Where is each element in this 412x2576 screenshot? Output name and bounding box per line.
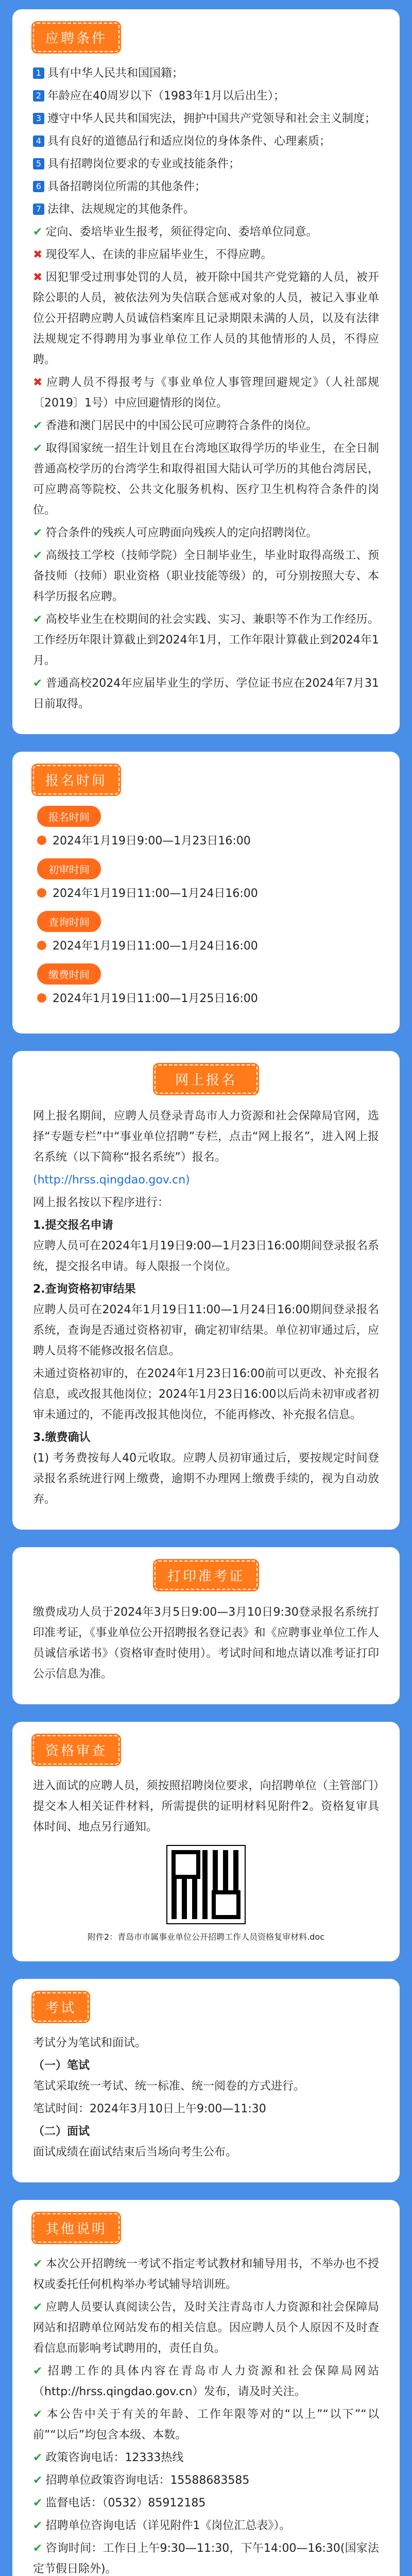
registration-section (12, 1051, 400, 1530)
cross-icon: ✖ (33, 271, 43, 284)
check-icon: ✔ (33, 527, 43, 539)
written-time: 笔试时间：2024年3月10日上午9:00—11:30 (33, 2103, 266, 2115)
dot-icon (37, 993, 46, 1003)
step-text: 应聘人员可在2024年1月19日11:00—1月24日16:00期间登录报名系统，查询是否通过资格初审，确定初审结果。单位初审通过后，应聘人员将不能修改报名信息。 (33, 1303, 379, 1358)
registration-intro: 网上报名期间，应聘人员登录青岛市人力资源和社会保障局官网，选择“专题专栏”中“事业单位招聘”专栏，点击“网上报名”，进入网上报名系统（以下简称“报名系统”）报名。 (33, 1110, 379, 1164)
phone-item (33, 2470, 379, 2491)
step-text: 未通过资格初审的，在2024年1月23日16:00前可以更改、补充报名信息，或改报其他岗位；2024年1月23日16:00以后尚未初审或者初审未通过的，不能再改报其他岗位，不能再修改、补充报名信息。 (33, 1367, 379, 1421)
condition-item (33, 109, 379, 129)
review-text: 进入面试的应聘人员，须按照招聘岗位要求，向招聘单位（主管部门）提交本人相关证件材料，所需提供的证明材料见附件2。资格复审具体时间、地点另行通知。 (33, 1780, 379, 1834)
ok-text: 香港和澳门居民中的中国公民可应聘符合条件的岗位。 (45, 419, 318, 432)
dot-icon (37, 836, 46, 845)
condition-text: 具备招聘岗位所需的其他条件； (47, 180, 207, 193)
condition-item (33, 177, 379, 197)
check-icon: ✔ (33, 2474, 43, 2487)
ok-item (33, 523, 379, 544)
phone-item (33, 2516, 379, 2536)
section-tag-registration: 网上报名 (154, 1064, 258, 1094)
written-text: 笔试采取统一考试、统一标准、统一阅卷的方式进行。 (33, 2080, 305, 2093)
timeline-date-row (37, 937, 379, 953)
phone-text: 招聘单位咨询电话（详见附件1《岗位汇总表》）。 (45, 2519, 291, 2532)
number-badge: 5 (33, 158, 44, 170)
other-text: 招聘工作的具体内容在青岛市人力资源和社会保障局网站（http://hrss.qingdao.gov.cn）发布，请及时关注。 (33, 2365, 379, 2398)
timeline-label: 初审时间 (37, 858, 101, 879)
condition-text: 具有招聘岗位要求的专业或技能条件； (47, 158, 241, 171)
timeline-label: 缴费时间 (37, 963, 101, 985)
condition-text: 具有良好的道德品行和适应岗位的身体条件、心理素质； (47, 135, 331, 148)
written-title: （一）笔试 (33, 2059, 90, 2072)
condition-text: 年龄应在40周岁以下（1983年1月以后出生）； (47, 90, 285, 103)
no-item (33, 267, 379, 370)
condition-item (33, 86, 379, 107)
check-icon: ✔ (33, 2451, 43, 2464)
no-text: 现役军人、在读的非应届毕业生，不得应聘。 (45, 248, 272, 261)
exam-intro: 考试分为笔试和面试。 (33, 2037, 147, 2049)
ok-item (33, 546, 379, 607)
schedule-section (12, 752, 400, 1033)
phone-text: 监督电话：（0532）85912185 (45, 2497, 206, 2510)
check-icon: ✔ (33, 226, 43, 239)
step-title: 1.提交报名申请 (33, 1219, 113, 1232)
section-tag-conditions: 应聘条件 (33, 23, 119, 52)
ok-text: 符合条件的残疾人可应聘面向残疾人的定向招聘岗位。 (45, 527, 318, 539)
section-tag-exam: 考试 (33, 1992, 89, 2022)
condition-item (33, 199, 379, 220)
section-tag-other: 其他说明 (33, 2213, 119, 2243)
qr-code-icon[interactable] (167, 1846, 245, 1923)
ok-text: 定向、委培毕业生报考，须征得定向、委培单位同意。 (45, 226, 318, 239)
ok-item (33, 222, 379, 243)
number-badge: 4 (33, 135, 44, 147)
other-item (33, 2297, 379, 2359)
condition-text: 具有中华人民共和国国籍； (47, 67, 184, 80)
check-icon: ✔ (33, 2258, 43, 2270)
number-badge: 2 (33, 90, 44, 101)
phone-text: 招聘单位政策咨询电话：15588683585 (45, 2474, 250, 2487)
phone-item (33, 2448, 379, 2468)
hours-text: 咨询时间：工作日上午9:30—11:30，下午14:00—16:30(国家法定节假日除外)。 (33, 2542, 379, 2575)
check-icon: ✔ (33, 2408, 43, 2421)
timeline-item (37, 858, 379, 901)
timeline (33, 806, 379, 1006)
step-text: 应聘人员可在2024年1月19日9:00—1月23日16:00期间登录报名系统，提交报名申请。每人限报一个岗位。 (33, 1240, 379, 1273)
condition-item (33, 154, 379, 175)
note-text: 普通高校2024年应届毕业生的学历、学位证书应在2024年7月31日前取得。 (33, 677, 379, 710)
timeline-date-row (37, 990, 379, 1006)
check-icon: ✔ (33, 2542, 43, 2555)
other-text: 本公告中关于有关的年龄、工作年限等对的“以上”“以下”“以前”“以后”均包含本级、本数。 (33, 2408, 379, 2442)
check-icon: ✔ (33, 2519, 43, 2532)
qr-wrap (33, 1846, 379, 1925)
number-badge: 3 (33, 113, 44, 124)
registration-url[interactable]: (http://hrss.qingdao.gov.cn) (33, 1174, 190, 1187)
no-text: 因犯罪受过刑事处罚的人员，被开除中国共产党党籍的人员，被开除公职的人员，被依法列为失信联合惩戒对象的人员，被记入事业单位公开招聘应聘人员诚信档案库且记录期限未满的人员，以及有法律法规规定不得聘用为事业单位工作人员的其他情形的人员，不得应聘。 (33, 271, 379, 366)
timeline-item (37, 963, 379, 1006)
cross-icon: ✖ (33, 248, 43, 261)
dot-icon (37, 888, 46, 897)
other-item (33, 2361, 379, 2402)
phone-text: 政策咨询电话：12333热线 (45, 2451, 184, 2464)
section-tag-review: 资格审查 (33, 1735, 119, 1765)
interview-text: 面试成绩在面试结束后当场向考生公布。 (33, 2146, 237, 2159)
no-item (33, 245, 379, 265)
timeline-label: 报名时间 (37, 806, 101, 827)
cross-icon: ✖ (33, 376, 43, 389)
condition-text: 法律、法规规定的其他条件。 (47, 203, 195, 216)
note-item (33, 609, 379, 671)
timeline-date: 2024年1月19日11:00—1月24日16:00 (53, 887, 258, 900)
step-title: 3.缴费确认 (33, 1431, 91, 1444)
timeline-date: 2024年1月19日9:00—1月23日16:00 (53, 835, 251, 848)
check-icon: ✔ (33, 2301, 43, 2314)
other-text: 本次公开招聘统一考试不指定考试教材和辅导用书，不举办也不授权或委托任何机构举办考试辅导培训班。 (33, 2258, 379, 2291)
interview-title: （二）面试 (33, 2125, 90, 2138)
timeline-label: 查询时间 (37, 911, 101, 932)
section-tag-schedule: 报名时间 (33, 765, 119, 794)
hours-item (33, 2538, 379, 2576)
print-section (12, 1547, 400, 1704)
exam-section (12, 1979, 400, 2182)
timeline-item (37, 911, 379, 953)
ok-text: 取得国家统一招生计划且在台湾地区取得学历的毕业生，在全日制普通高校学历的台湾学生和取得祖国大陆认可学历的其他台湾居民，可应聘高等院校、公共文化服务机构、医疗卫生机构符合条件的岗位。 (33, 442, 379, 517)
ok-text: 高级技工学校（技师学院）全日制毕业生，毕业时取得高级工、预备技师（技师）职业资格（职业技能等级）的，可分别按照大专、本科学历报名应聘。 (33, 549, 379, 603)
number-badge: 6 (33, 181, 44, 192)
condition-item (33, 63, 379, 84)
process-title: 网上报名按以下程序进行： (33, 1196, 169, 1209)
print-text: 缴费成功人员于2024年3月5日9:00—3月10日9:30登录报名系统打印准考证，《事业单位公开招聘报名登记表》和《应聘事业单位工作人员诚信承诺书》（资格审查时使用）。考试时间和地点请以准考证打印公示信息为准。 (33, 1606, 379, 1681)
note-text: 高校毕业生在校期间的社会实践、实习、兼职等不作为工作经历。工作经历年限计算截止到2024年1月，工作年限计算截止到2024年1月。 (33, 613, 379, 667)
condition-item (33, 131, 379, 152)
dot-icon (37, 941, 46, 950)
no-item (33, 372, 379, 414)
note-item (33, 673, 379, 715)
condition-text: 遵守中华人民共和国宪法，拥护中国共产党领导和社会主义制度； (47, 112, 376, 125)
number-badge: 7 (33, 204, 44, 215)
check-icon: ✔ (33, 419, 43, 432)
timeline-date-row (37, 885, 379, 901)
section-tag-print: 打印准考证 (154, 1561, 258, 1590)
other-text: 应聘人员要认真阅读公告，及时关注青岛市人力资源和社会保障局网站和招聘单位网站发布的相关信息。因应聘人员个人原因不及时查看信息而影响考试聘用的，责任自负。 (33, 2301, 379, 2355)
timeline-item (37, 806, 379, 848)
qr-caption: 附件2：青岛市市属事业单位公开招聘工作人员资格复审材料.doc (87, 1932, 324, 1942)
check-icon: ✔ (33, 2365, 43, 2378)
timeline-date-row (37, 832, 379, 848)
check-icon: ✔ (33, 2497, 43, 2510)
step-title: 2.查询资格初审结果 (33, 1283, 136, 1296)
other-item (33, 2404, 379, 2446)
timeline-date: 2024年1月19日11:00—1月25日16:00 (53, 992, 258, 1005)
phone-item (33, 2493, 379, 2514)
step-text: (1) 考务费按每人40元收取。应聘人员初审通过后，要按规定时间登录报名系统进行网上缴费，逾期不办理网上缴费手续的，视为自动放弃。 (33, 1452, 379, 1506)
no-text: 应聘人员不得报考与《事业单位人事管理回避规定》（人社部规〔2019〕1号）中应回避情形的岗位。 (33, 376, 379, 410)
other-section (12, 2200, 400, 2576)
check-icon: ✔ (33, 442, 43, 455)
conditions-section (12, 9, 400, 734)
number-badge: 1 (33, 67, 44, 79)
conditions-list (33, 63, 379, 715)
timeline-date: 2024年1月19日11:00—1月24日16:00 (53, 940, 258, 953)
check-icon: ✔ (33, 613, 43, 626)
ok-item (33, 416, 379, 436)
check-icon: ✔ (33, 677, 43, 690)
other-item (33, 2254, 379, 2295)
check-icon: ✔ (33, 549, 43, 562)
review-section (12, 1722, 400, 1961)
ok-item (33, 438, 379, 521)
